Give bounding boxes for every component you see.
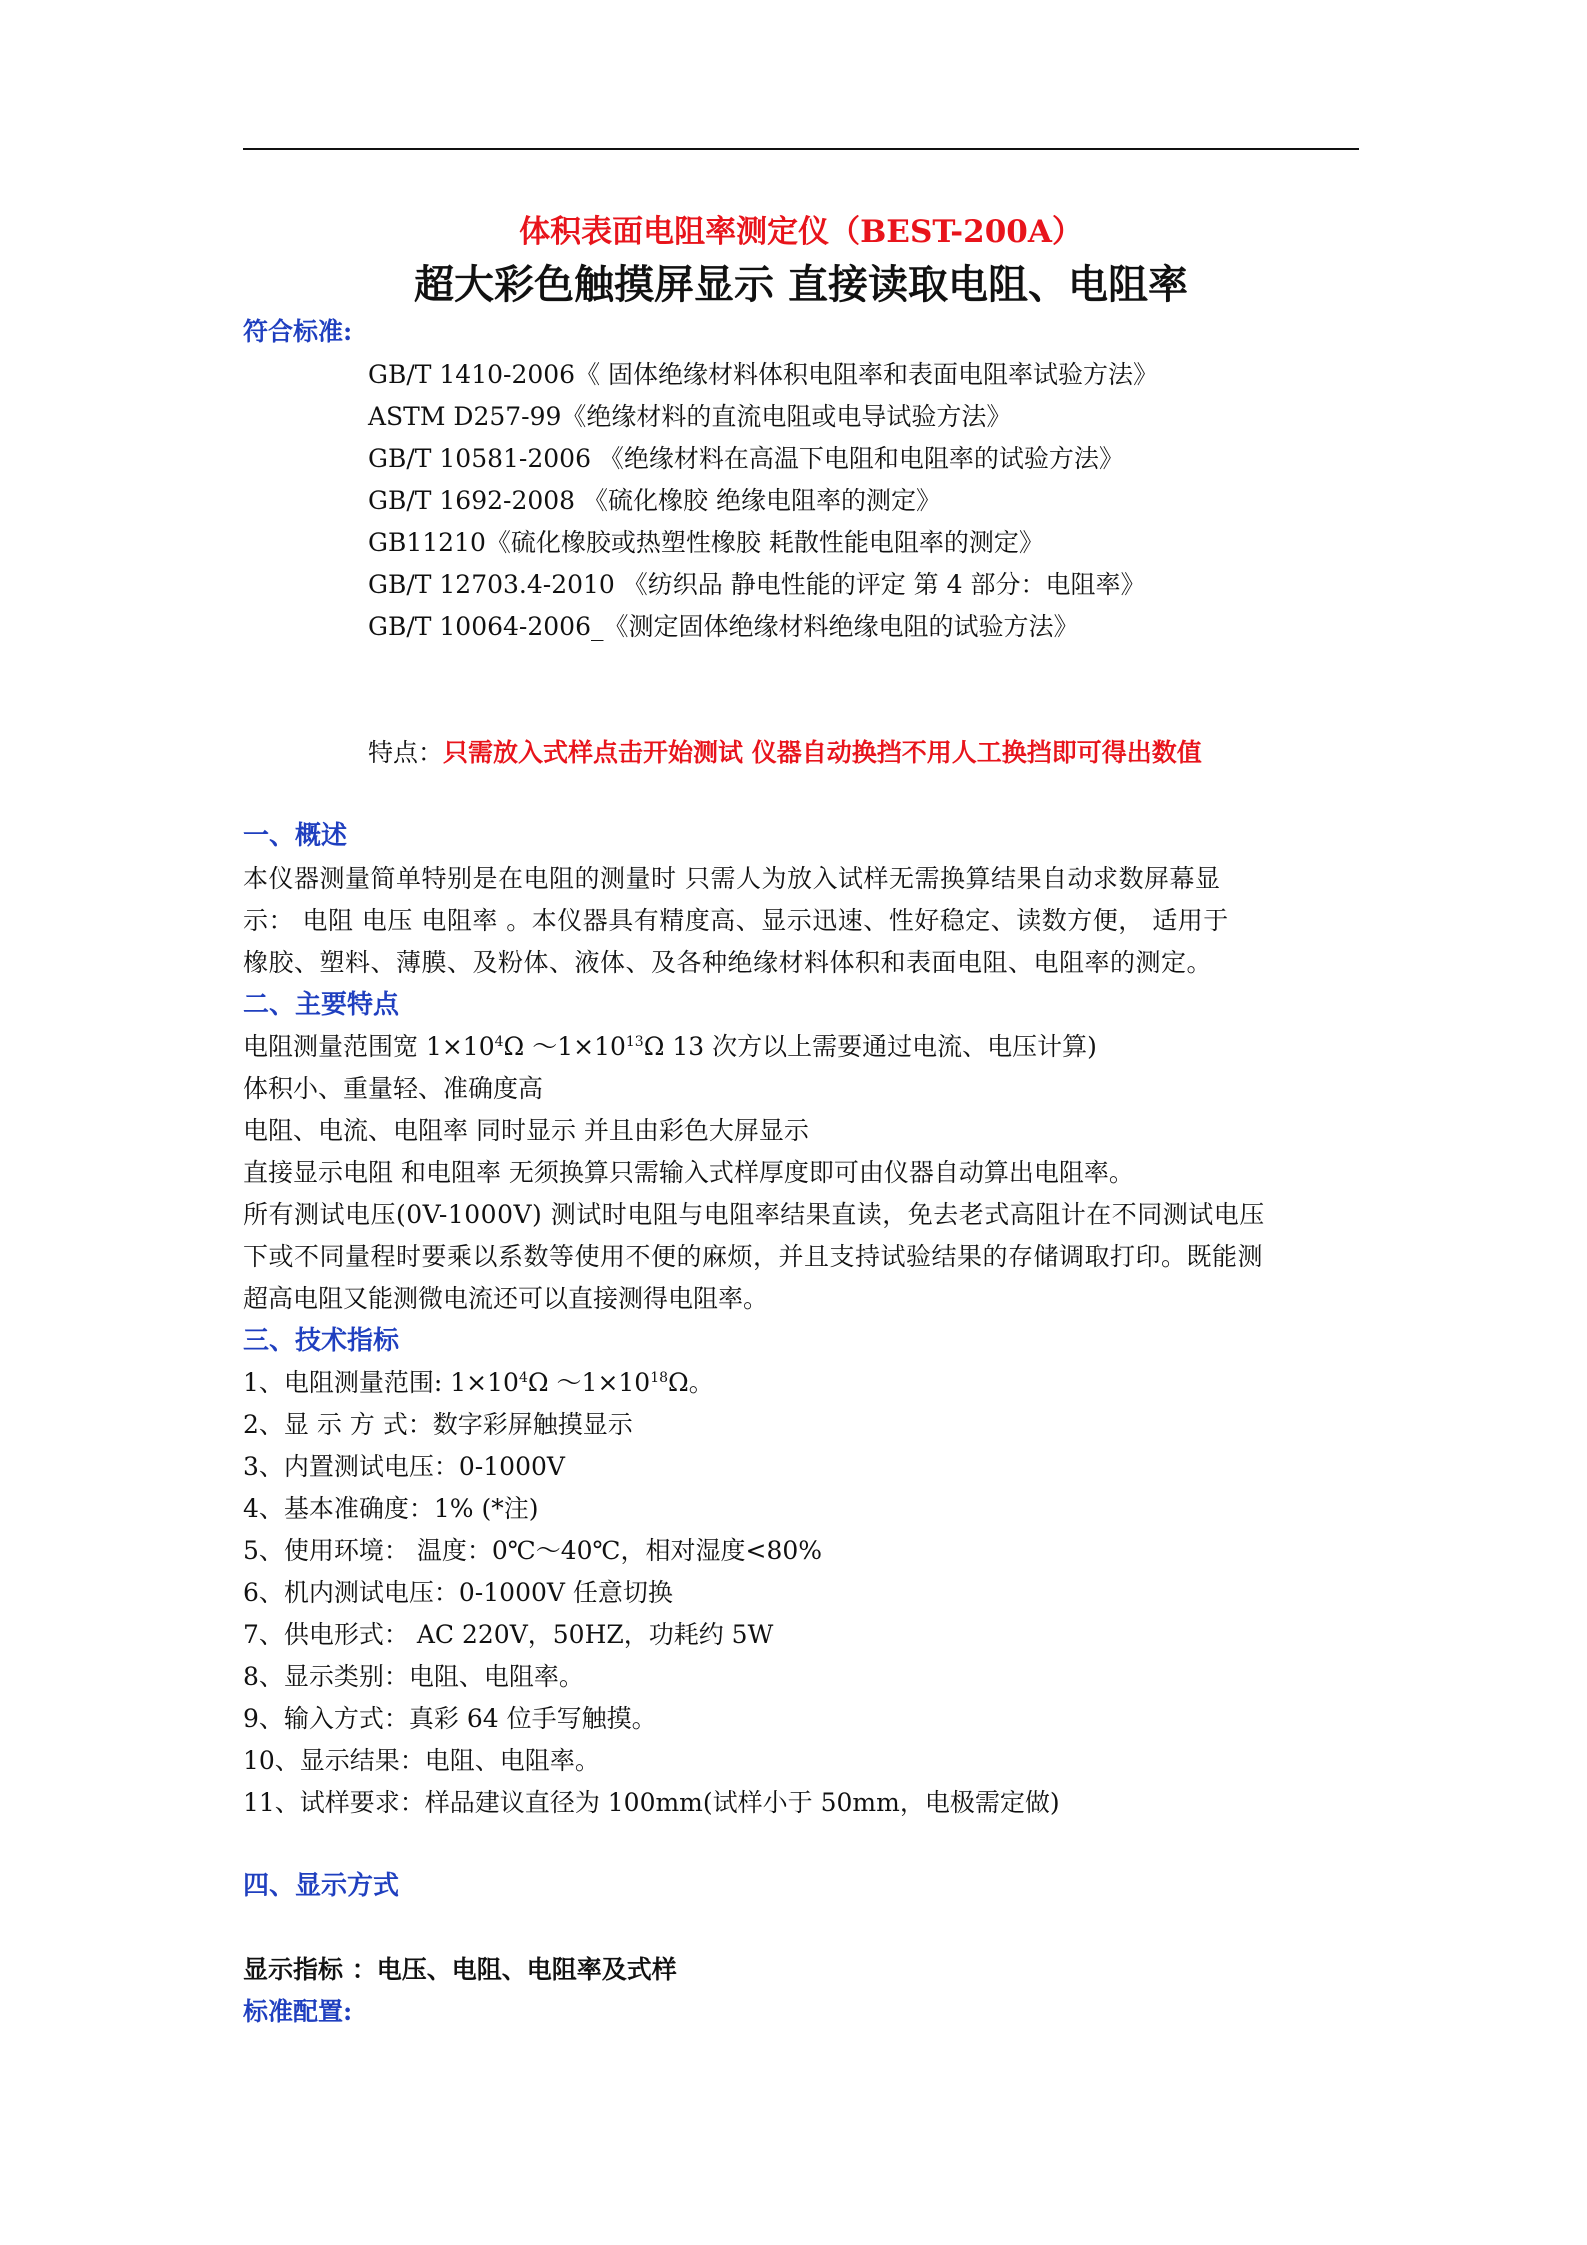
spec-item: 8、显示类别：电阻、电阻率。 bbox=[243, 1662, 584, 1691]
header-rule bbox=[243, 148, 1359, 150]
overview-heading: 一、概述 bbox=[243, 821, 348, 851]
config-heading: 标准配置: bbox=[243, 1997, 353, 2026]
spec-item: 11、试样要求：样品建议直径为 100mm(试样小于 50mm，电极需定做) bbox=[243, 1788, 1060, 1817]
overview-paragraph-line: 本仪器测量简单特别是在电阻的测量时 只需人为放入试样无需换算结果自动求数屏幕显 bbox=[243, 864, 1221, 893]
overview-paragraph-line: 橡胶、塑料、薄膜、及粉体、液体、及各种绝缘材料体积和表面电阻、电阻率的测定。 bbox=[243, 948, 1213, 977]
feature-list-line: 下或不同量程时要乘以系数等使用不便的麻烦，并且支持试验结果的存储调取打印。既能测 bbox=[243, 1242, 1264, 1271]
spec-item: 4、基本准确度：1% (*注) bbox=[243, 1494, 539, 1523]
spec-item: 6、机内测试电压：0-1000V 任意切换 bbox=[243, 1578, 673, 1607]
standard-item: GB/T 1410-2006《 固体绝缘材料体积电阻率和表面电阻率试验方法》 bbox=[368, 360, 1159, 389]
resistance-range-line bbox=[243, 1029, 1359, 1065]
range-exponent: 13 bbox=[625, 1034, 644, 1050]
feature-label: 特点： bbox=[368, 738, 444, 767]
feature-list-line: 直接显示电阻 和电阻率 无须换算只需输入式样厚度即可由仪器自动算出电阻率。 bbox=[243, 1158, 1134, 1187]
standard-item: GB/T 12703.4-2010 《纺织品 静电性能的评定 第 4 部分：电阻率》 bbox=[368, 570, 1146, 599]
spec-item: 2、显 示 方 式：数字彩屏触摸显示 bbox=[243, 1410, 633, 1439]
display-indicator: 显示指标 ：电压、电阻、电阻率及式样 bbox=[243, 1955, 677, 1984]
standards-heading: 符合标准: bbox=[243, 317, 353, 346]
document-title: 体积表面电阻率测定仪（BEST-200A） bbox=[519, 214, 1083, 250]
feature-list-line: 电阻、电流、电阻率 同时显示 并且由彩色大屏显示 bbox=[243, 1116, 809, 1145]
overview-paragraph-line: 示： 电阻 电压 电阻率 。本仪器具有精度高、显示迅速、性好稳定、读数方便， 适用于 bbox=[243, 906, 1229, 935]
range-text: 电阻测量范围宽 1×10 bbox=[243, 1032, 495, 1061]
range-text: Ω ～1×10 bbox=[503, 1032, 626, 1061]
features-heading: 二、主要特点 bbox=[243, 990, 400, 1020]
spec-item: 10、显示结果：电阻、电阻率。 bbox=[243, 1746, 600, 1775]
range-text: Ω 13 次方以上需要通过电流、电压计算) bbox=[643, 1032, 1097, 1061]
feature-list-line: 超高电阻又能测微电流还可以直接测得电阻率。 bbox=[243, 1284, 769, 1313]
feature-text: 只需放入式样点击开始测试 仪器自动换挡不用人工换挡即可得出数值 bbox=[443, 738, 1202, 767]
spec-exponent: 18 bbox=[650, 1370, 669, 1386]
spec-text: Ω。 bbox=[668, 1368, 714, 1397]
standard-item: GB/T 10581-2006 《绝缘材料在高温下电阻和电阻率的试验方法》 bbox=[368, 444, 1124, 473]
standard-item: GB/T 1692-2008 《硫化橡胶 绝缘电阻率的测定》 bbox=[368, 486, 941, 515]
spec-item: 9、输入方式：真彩 64 位手写触摸。 bbox=[243, 1704, 657, 1733]
spec-item: 7、供电形式： AC 220V，50HZ，功耗约 5W bbox=[243, 1620, 774, 1649]
display-heading: 四、显示方式 bbox=[243, 1871, 400, 1901]
range-exponent: 4 bbox=[494, 1034, 504, 1050]
standard-item: GB11210《硫化橡胶或热塑性橡胶 耗散性能电阻率的测定》 bbox=[368, 528, 1044, 557]
feature-list-line: 体积小、重量轻、准确度高 bbox=[243, 1074, 544, 1103]
spec-text: Ω ～1×10 bbox=[527, 1368, 651, 1397]
spec-text: 1、电阻测量范围: 1×10 bbox=[243, 1368, 519, 1397]
spec-item: 5、使用环境： 温度：0℃～40℃，相对湿度<80% bbox=[243, 1536, 823, 1565]
specs-heading: 三、技术指标 bbox=[243, 1326, 400, 1356]
spec-exponent: 4 bbox=[518, 1370, 528, 1386]
feature-line bbox=[368, 735, 1358, 771]
spec-item: 3、内置测试电压：0-1000V bbox=[243, 1452, 565, 1481]
document-subtitle: 超大彩色触摸屏显示 直接读取电阻、电阻率 bbox=[414, 261, 1188, 308]
standard-item: GB/T 10064-2006_《测定固体绝缘材料绝缘电阻的试验方法》 bbox=[368, 612, 1079, 641]
spec-item bbox=[243, 1365, 1359, 1401]
standard-item: ASTM D257-99《绝缘材料的直流电阻或电导试验方法》 bbox=[368, 402, 1012, 431]
feature-list-line: 所有测试电压(0V-1000V) 测试时电阻与电阻率结果直读，免去老式高阻计在不同测试电压 bbox=[243, 1200, 1265, 1229]
